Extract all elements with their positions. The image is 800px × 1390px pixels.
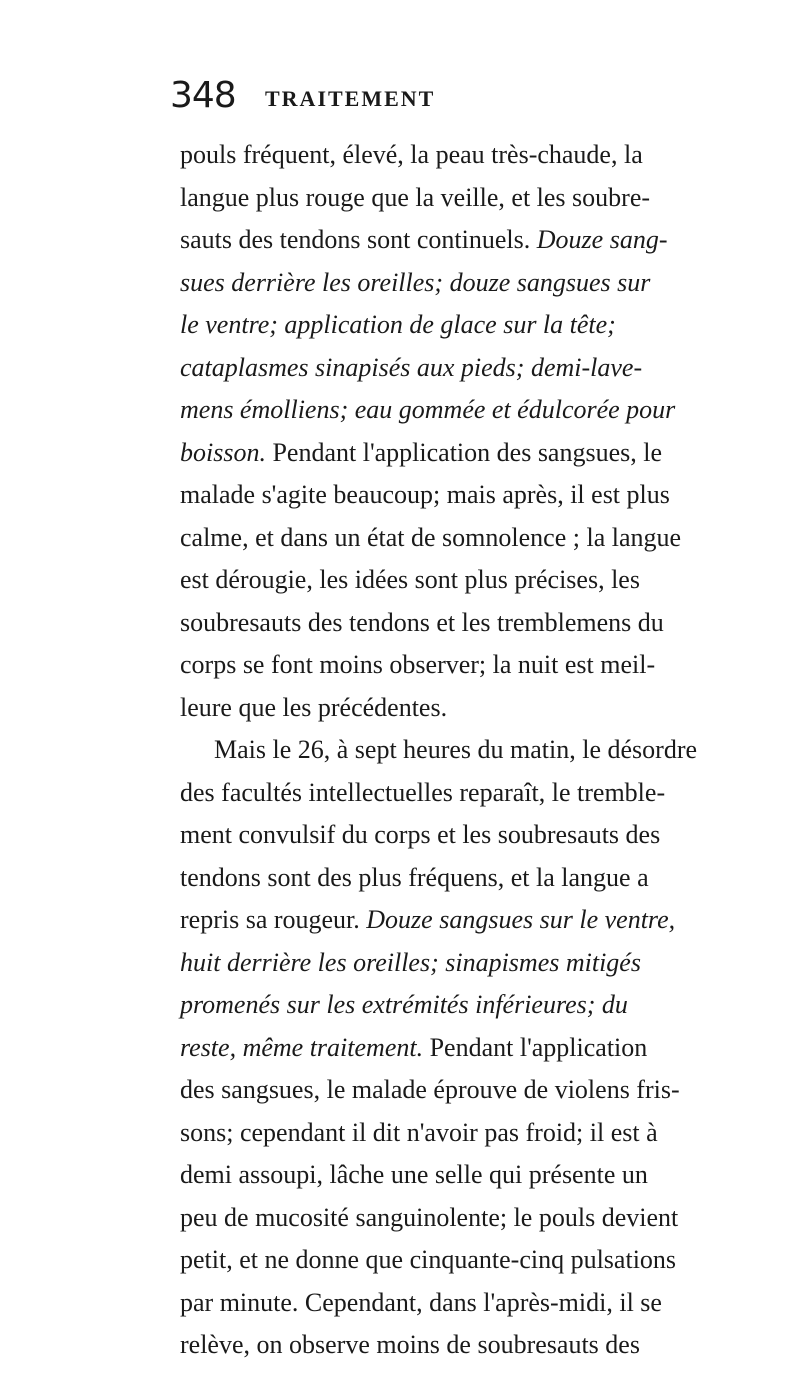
- text-line: [180, 729, 740, 772]
- text-run: pouls fréquent, élevé, la peau très-chaude, la: [180, 140, 643, 169]
- text-line: [180, 984, 740, 1027]
- page-number: 348: [170, 75, 236, 116]
- italic-text: mens émolliens; eau gommée et édulcorée pour: [180, 395, 676, 424]
- text-run: Mais le 26, à sept heures du matin, le désordre: [214, 735, 698, 764]
- body-text: [180, 134, 740, 1367]
- text-line: [180, 1027, 740, 1070]
- text-line: [180, 772, 740, 815]
- text-run: ment convulsif du corps et les soubresauts des: [180, 820, 661, 849]
- text-line: [180, 304, 740, 347]
- text-run: tendons sont des plus fréquens, et la langue a: [180, 862, 649, 892]
- text-run: soubresauts des tendons et les tremblemens du: [180, 607, 664, 637]
- text-line: [180, 474, 740, 517]
- italic-text: reste, même traitement.: [180, 1032, 424, 1062]
- text-run: petit, et ne donne que cinquante-cinq pulsations: [180, 1245, 677, 1274]
- text-run: corps se font moins observer; la nuit est meil-: [180, 650, 656, 679]
- italic-text: cataplasmes sinapisés aux pieds; demi-lave-: [180, 352, 643, 382]
- italic-text: sues derrière les oreilles; douze sangsues sur: [180, 267, 651, 297]
- text-run: repris sa rougeur.: [180, 905, 367, 934]
- text-line: [180, 899, 740, 942]
- text-run: est dérougie, les idées sont plus précises, les: [180, 565, 640, 594]
- text-run: Pendant l'application: [423, 1032, 648, 1062]
- text-run: par minute. Cependant, dans l'après-midi, il se: [180, 1287, 662, 1317]
- text-run: leure que les précédentes.: [180, 692, 448, 722]
- text-run: demi assoupi, lâche une selle qui présente un: [180, 1160, 648, 1189]
- text-line: [180, 1239, 740, 1282]
- text-run: relève, on observe moins de soubresauts des: [180, 1330, 640, 1359]
- text-run: peu de mucosité sanguinolente; le pouls devient: [180, 1202, 679, 1232]
- text-run: calme, et dans un état de somnolence ; la langue: [180, 522, 682, 552]
- text-line: [180, 432, 740, 475]
- page-header: [170, 74, 730, 124]
- text-run: langue plus rouge que la veille, et les soubre-: [180, 182, 651, 212]
- text-run: malade s'agite beaucoup; mais après, il est plus: [180, 480, 670, 509]
- text-line: [180, 1069, 740, 1112]
- text-line: [180, 389, 740, 432]
- italic-text: promenés sur les extrémités inférieures; du: [180, 990, 628, 1019]
- text-line: [180, 177, 740, 220]
- text-line: [180, 559, 740, 602]
- text-line: [180, 262, 740, 305]
- italic-text: Douze sang-: [536, 225, 668, 254]
- text-line: [180, 857, 740, 900]
- text-line: [180, 644, 740, 687]
- text-line: [180, 517, 740, 560]
- text-line: [180, 1197, 740, 1240]
- text-line: [180, 1112, 740, 1155]
- text-line: [180, 219, 740, 262]
- italic-text: le ventre; application de glace sur la tête;: [180, 310, 616, 339]
- text-run: sons; cependant il dit n'avoir pas froid; il est à: [180, 1117, 658, 1147]
- text-line: [180, 687, 740, 730]
- text-run: Pendant l'application des sangsues, le: [265, 437, 663, 467]
- text-line: [180, 602, 740, 645]
- text-line: [180, 347, 740, 390]
- text-line: [180, 814, 740, 857]
- italic-text: boisson.: [180, 437, 266, 467]
- running-head: TRAITEMENT: [265, 86, 436, 111]
- italic-text: Douze sangsues sur le ventre,: [366, 905, 676, 934]
- text-line: [180, 1324, 740, 1367]
- text-run: sauts des tendons sont continuels.: [180, 225, 537, 254]
- italic-text: huit derrière les oreilles; sinapismes mitigés: [180, 947, 641, 977]
- text-line: [180, 942, 740, 985]
- text-run: des facultés intellectuelles reparaît, le tremble-: [180, 777, 666, 807]
- text-line: [180, 134, 740, 177]
- text-line: [180, 1282, 740, 1325]
- text-run: des sangsues, le malade éprouve de violens fris-: [180, 1075, 680, 1104]
- text-line: [180, 1154, 740, 1197]
